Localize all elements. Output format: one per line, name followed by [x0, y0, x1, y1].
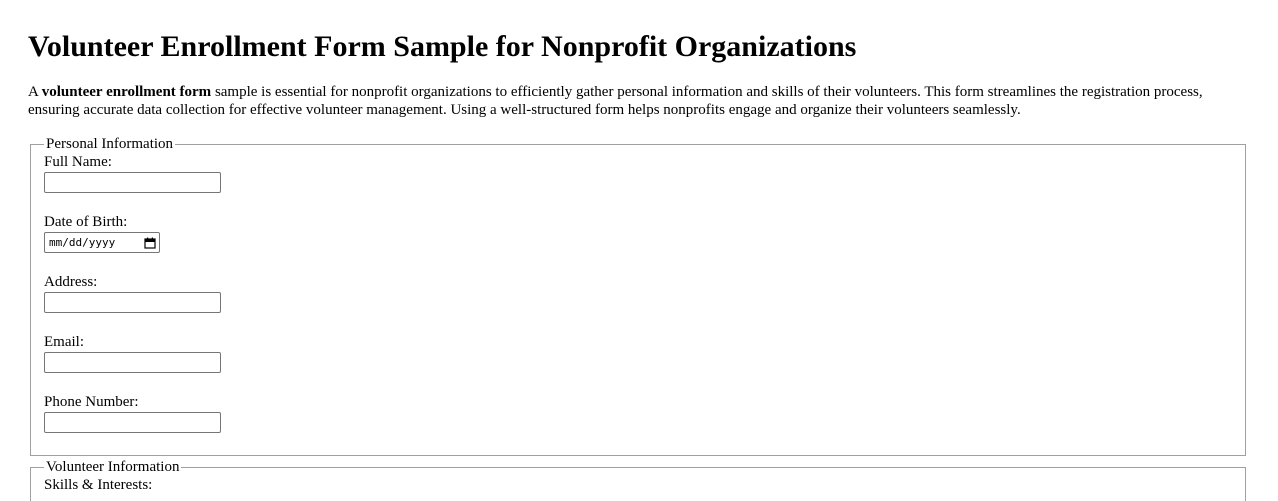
date-of-birth-label: Date of Birth:	[44, 214, 128, 230]
email-label: Email:	[44, 334, 84, 350]
intro-bold-term: volunteer enrollment form	[41, 84, 212, 100]
phone-number-label: Phone Number:	[44, 394, 139, 410]
phone-number-field	[44, 394, 1231, 433]
address-field	[44, 274, 1231, 313]
full-name-field	[44, 154, 1231, 193]
phone-number-input[interactable]	[44, 412, 221, 433]
address-input[interactable]	[44, 292, 221, 313]
intro-suffix: sample is essential for nonprofit organizations to efficiently gather personal information and skills of their volunteers. This form streamlines the registration process, ensuring accurate data collection for effective volunteer management. Using a well-structured form helps nonprofits engage and organize their volunteers seamlessly.	[28, 84, 1203, 118]
intro-paragraph	[28, 83, 1243, 119]
intro-prefix: A	[28, 84, 42, 100]
personal-information-fieldset	[30, 135, 1246, 456]
personal-information-legend: Personal Information	[46, 136, 174, 152]
page-title: Volunteer Enrollment Form Sample for Nonprofit Organizations	[28, 30, 857, 63]
volunteer-information-fieldset	[30, 458, 1246, 501]
date-of-birth-input[interactable]	[44, 232, 160, 253]
volunteer-information-legend: Volunteer Information	[46, 459, 180, 475]
skills-interests-label: Skills & Interests:	[44, 477, 153, 493]
full-name-label: Full Name:	[44, 154, 112, 170]
date-of-birth-field	[44, 214, 1231, 253]
address-label: Address:	[44, 274, 98, 290]
email-field	[44, 334, 1231, 373]
date-placeholder: mm/dd/yyyy	[49, 236, 116, 249]
calendar-icon[interactable]	[144, 237, 156, 249]
email-input[interactable]	[44, 352, 221, 373]
full-name-input[interactable]	[44, 172, 221, 193]
